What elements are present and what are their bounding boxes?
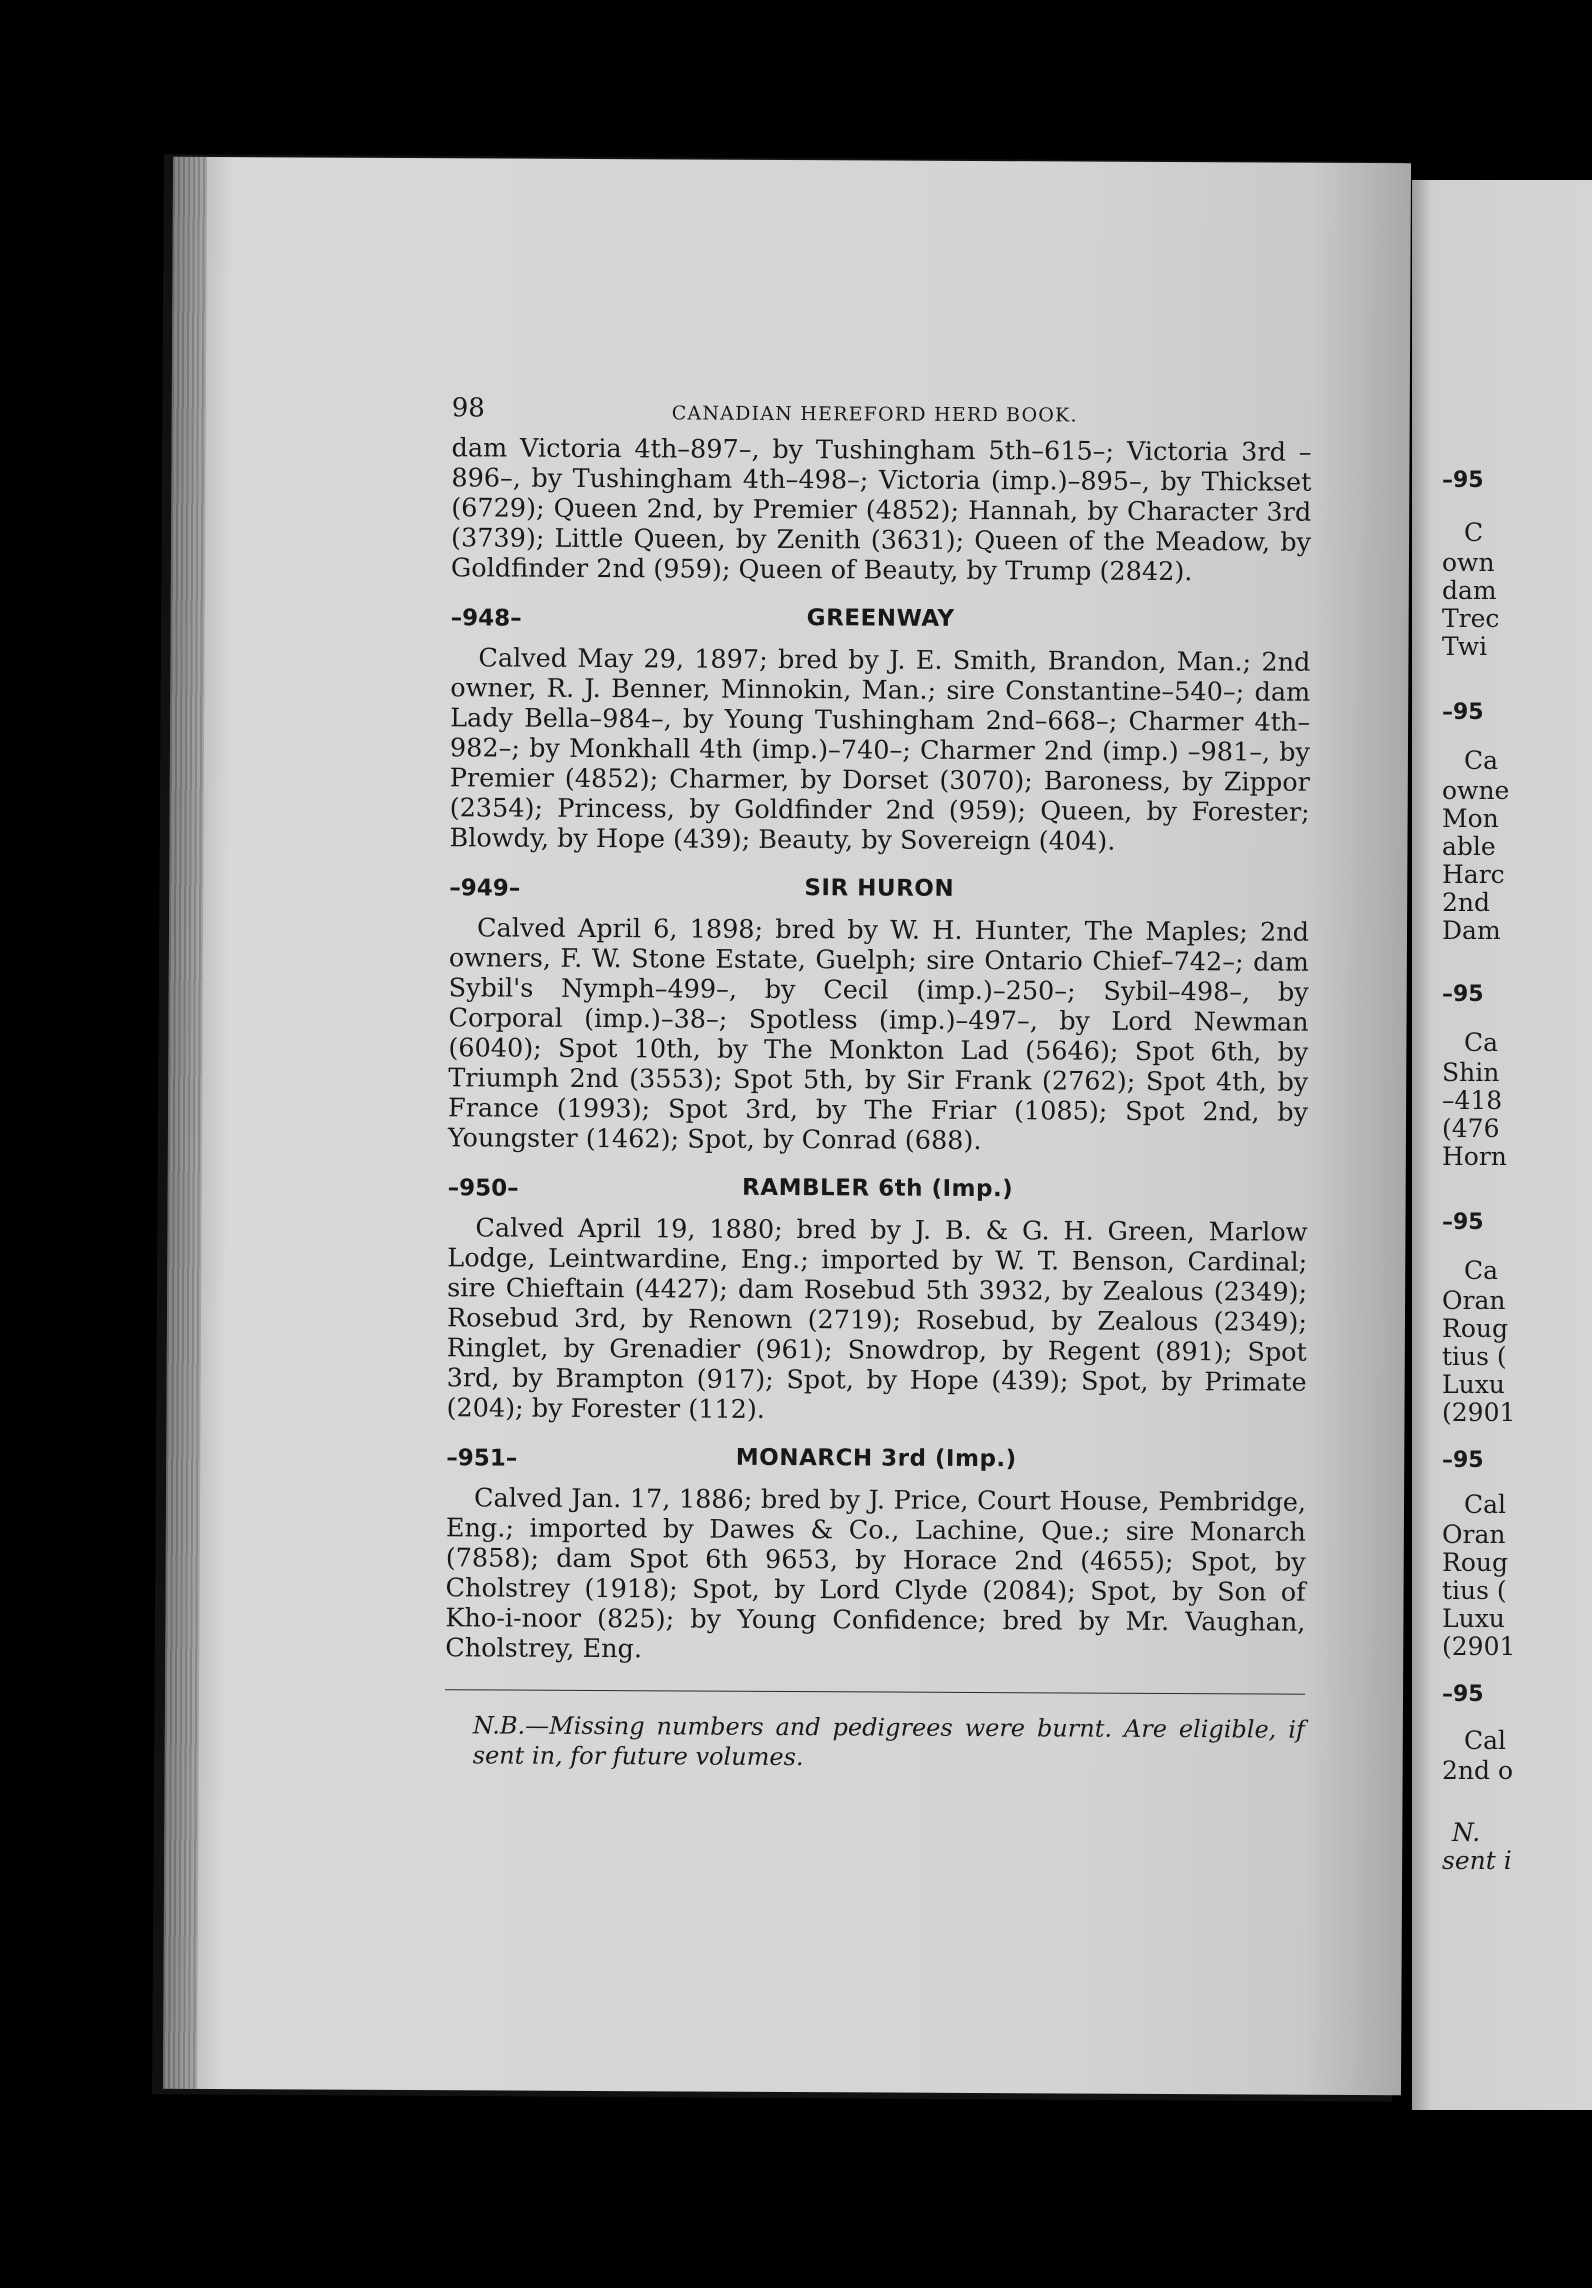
facing-fragment: (476	[1442, 1114, 1500, 1143]
facing-fragment: Trec	[1442, 604, 1500, 633]
facing-fragment: able	[1442, 832, 1496, 861]
entry-name: GREENWAY	[806, 605, 955, 632]
facing-fragment: Shin	[1442, 1058, 1500, 1087]
entry-948	[449, 597, 1310, 857]
entry-name: SIR HURON	[804, 875, 955, 902]
facing-fragment: 2nd	[1442, 888, 1491, 917]
entry-951	[445, 1437, 1306, 1667]
facing-fragment: Ca	[1464, 1256, 1499, 1285]
entry-heading	[448, 1167, 1308, 1218]
facing-fragment: Roug	[1442, 1548, 1508, 1577]
facing-fragment: tius (	[1442, 1342, 1507, 1371]
facing-fragment: Luxu	[1442, 1604, 1505, 1633]
facing-fragment: owne	[1442, 776, 1510, 805]
facing-fragment: (2901	[1442, 1398, 1516, 1427]
entry-text: Calved April 19, 1880; bred by J. B. & G. H. Green, Marlow Lodge, Leintwardine, Eng.; imported by W. T. Benson, Cardinal; sire Chieftain (4427); dam Rosebud 5th 3932, by Zealous (2349); Rosebud 3rd, by Renown (2719); Rosebud, by Zealous (2349); Ringlet, by Grenadier (961); Snowdrop, by Regent (891); Spot 3rd, by Brampton (917); Spot, by Hope (439); Spot, by Primate (204); by Forester (112).	[446, 1213, 1308, 1425]
entry-name: MONARCH 3rd (Imp.)	[735, 1444, 1017, 1473]
facing-fragment: C	[1464, 518, 1484, 547]
entry-heading	[449, 867, 1309, 918]
divider-rule	[445, 1689, 1305, 1695]
page-text-block	[445, 393, 1312, 1774]
facing-fragment: dam	[1442, 576, 1497, 605]
entry-number: –949–	[449, 875, 521, 902]
facing-fragment: 2nd o	[1442, 1756, 1514, 1785]
facing-fragment: –95	[1442, 1448, 1484, 1473]
footnote: N.B.—Missing numbers and pedigrees were burnt. Are eligible, if sent in, for future volumes.	[472, 1711, 1305, 1772]
entry-number: –951–	[446, 1445, 518, 1472]
facing-page	[1412, 180, 1592, 2110]
entry-name: RAMBLER 6th (Imp.)	[742, 1174, 1014, 1203]
facing-fragment: Cal	[1464, 1490, 1507, 1519]
running-head	[452, 393, 1312, 438]
facing-fragment: Dam	[1442, 916, 1501, 945]
facing-fragment: Luxu	[1442, 1370, 1505, 1399]
facing-fragment: Oran	[1442, 1286, 1506, 1315]
facing-fragment: Ca	[1464, 746, 1499, 775]
entry-949	[448, 867, 1309, 1157]
facing-fragment: N.	[1452, 1818, 1481, 1847]
facing-fragment: Ca	[1464, 1028, 1499, 1057]
facing-fragment: –418	[1442, 1086, 1503, 1115]
running-title: CANADIAN HEREFORD HERD BOOK.	[671, 402, 1078, 427]
entry-text: Calved May 29, 1897; bred by J. E. Smith, Brandon, Man.; 2nd owner, R. J. Benner, Minnokin, Man.; sire Constantine–540–; dam Lady Bella–984–, by Young Tushingham 2nd–668–; Charmer 4th–982–; by Monkhall 4th (imp.)–740–; Charmer 2nd (imp.) –981–, by Premier (4852); Charmer, by Dorset (3070); Baroness, by Zippor (2354); Princess, by Goldfinder 2nd (959); Queen, by Forester; Blowdy, by Hope (439); Beauty, by Sovereign (404).	[449, 643, 1311, 857]
facing-fragment: tius (	[1442, 1576, 1507, 1605]
facing-fragment: Mon	[1442, 804, 1499, 833]
facing-fragment: Roug	[1442, 1314, 1508, 1343]
facing-fragment: Twi	[1442, 632, 1488, 661]
facing-fragment: Horn	[1442, 1142, 1507, 1171]
facing-fragment: –95	[1442, 700, 1484, 725]
entry-950	[446, 1167, 1307, 1427]
entry-text: Calved Jan. 17, 1886; bred by J. Price, Court House, Pembridge, Eng.; imported by Dawes & Co., Lachine, Que.; sire Monarch (7858); dam Spot 6th 9653, by Horace 2nd (4655); Spot, by Cholstrey (1918); Spot, by Lord Clyde (2084); Spot, by Son of Kho-i-noor (825); by Young Confidence; bred by Mr. Vaughan, Cholstrey, Eng.	[445, 1483, 1307, 1665]
page-number: 98	[451, 393, 485, 424]
entry-heading	[451, 597, 1311, 648]
facing-fragment: own	[1442, 548, 1495, 577]
entry-text: Calved April 6, 1898; bred by W. H. Hunter, The Maples; 2nd owners, F. W. Stone Estate, Guelph; sire Ontario Chief–742–; dam Sybil's Nymph–499–, by Cecil (imp.)–250–; Sybil–498–, by Corporal (imp.)–38–; Spotless (imp.)–497–, by Lord Newman (6040); Spot 10th, by The Monkton Lad (5646); Spot 6th, by Triumph 2nd (3553); Spot 5th, by Sir Frank (2762); Spot 4th, by France (1993); Spot 3rd, by The Friar (1085); Spot 2nd, by Youngster (1462); Spot, by Conrad (688).	[447, 913, 1310, 1157]
facing-fragment: –95	[1442, 468, 1484, 493]
facing-fragment: (2901	[1442, 1632, 1516, 1661]
entry-heading	[446, 1437, 1306, 1488]
facing-fragment: –95	[1442, 1210, 1484, 1235]
facing-fragment: –95	[1442, 982, 1484, 1007]
facing-fragment: Oran	[1442, 1520, 1506, 1549]
facing-fragment: –95	[1442, 1682, 1484, 1707]
continuation-paragraph: dam Victoria 4th–897–, by Tushingham 5th–615–; Victoria 3rd –896–, by Tushingham 4th–498–; Victoria (imp.)–895–, by Thickset (6729); Queen 2nd, by Premier (4852); Hannah, by Character 3rd (3739); Little Queen, by Zenith (3631); Queen of the Meadow, by Goldfinder 2nd (959); Queen of Beauty, by Trump (2842).	[450, 433, 1312, 588]
facing-fragment: Harc	[1442, 860, 1505, 889]
entry-number: –948–	[450, 605, 522, 632]
book-page	[163, 157, 1411, 2095]
facing-fragment: Cal	[1464, 1726, 1507, 1755]
facing-fragment: sent i	[1442, 1846, 1512, 1875]
entry-number: –950–	[447, 1175, 519, 1202]
